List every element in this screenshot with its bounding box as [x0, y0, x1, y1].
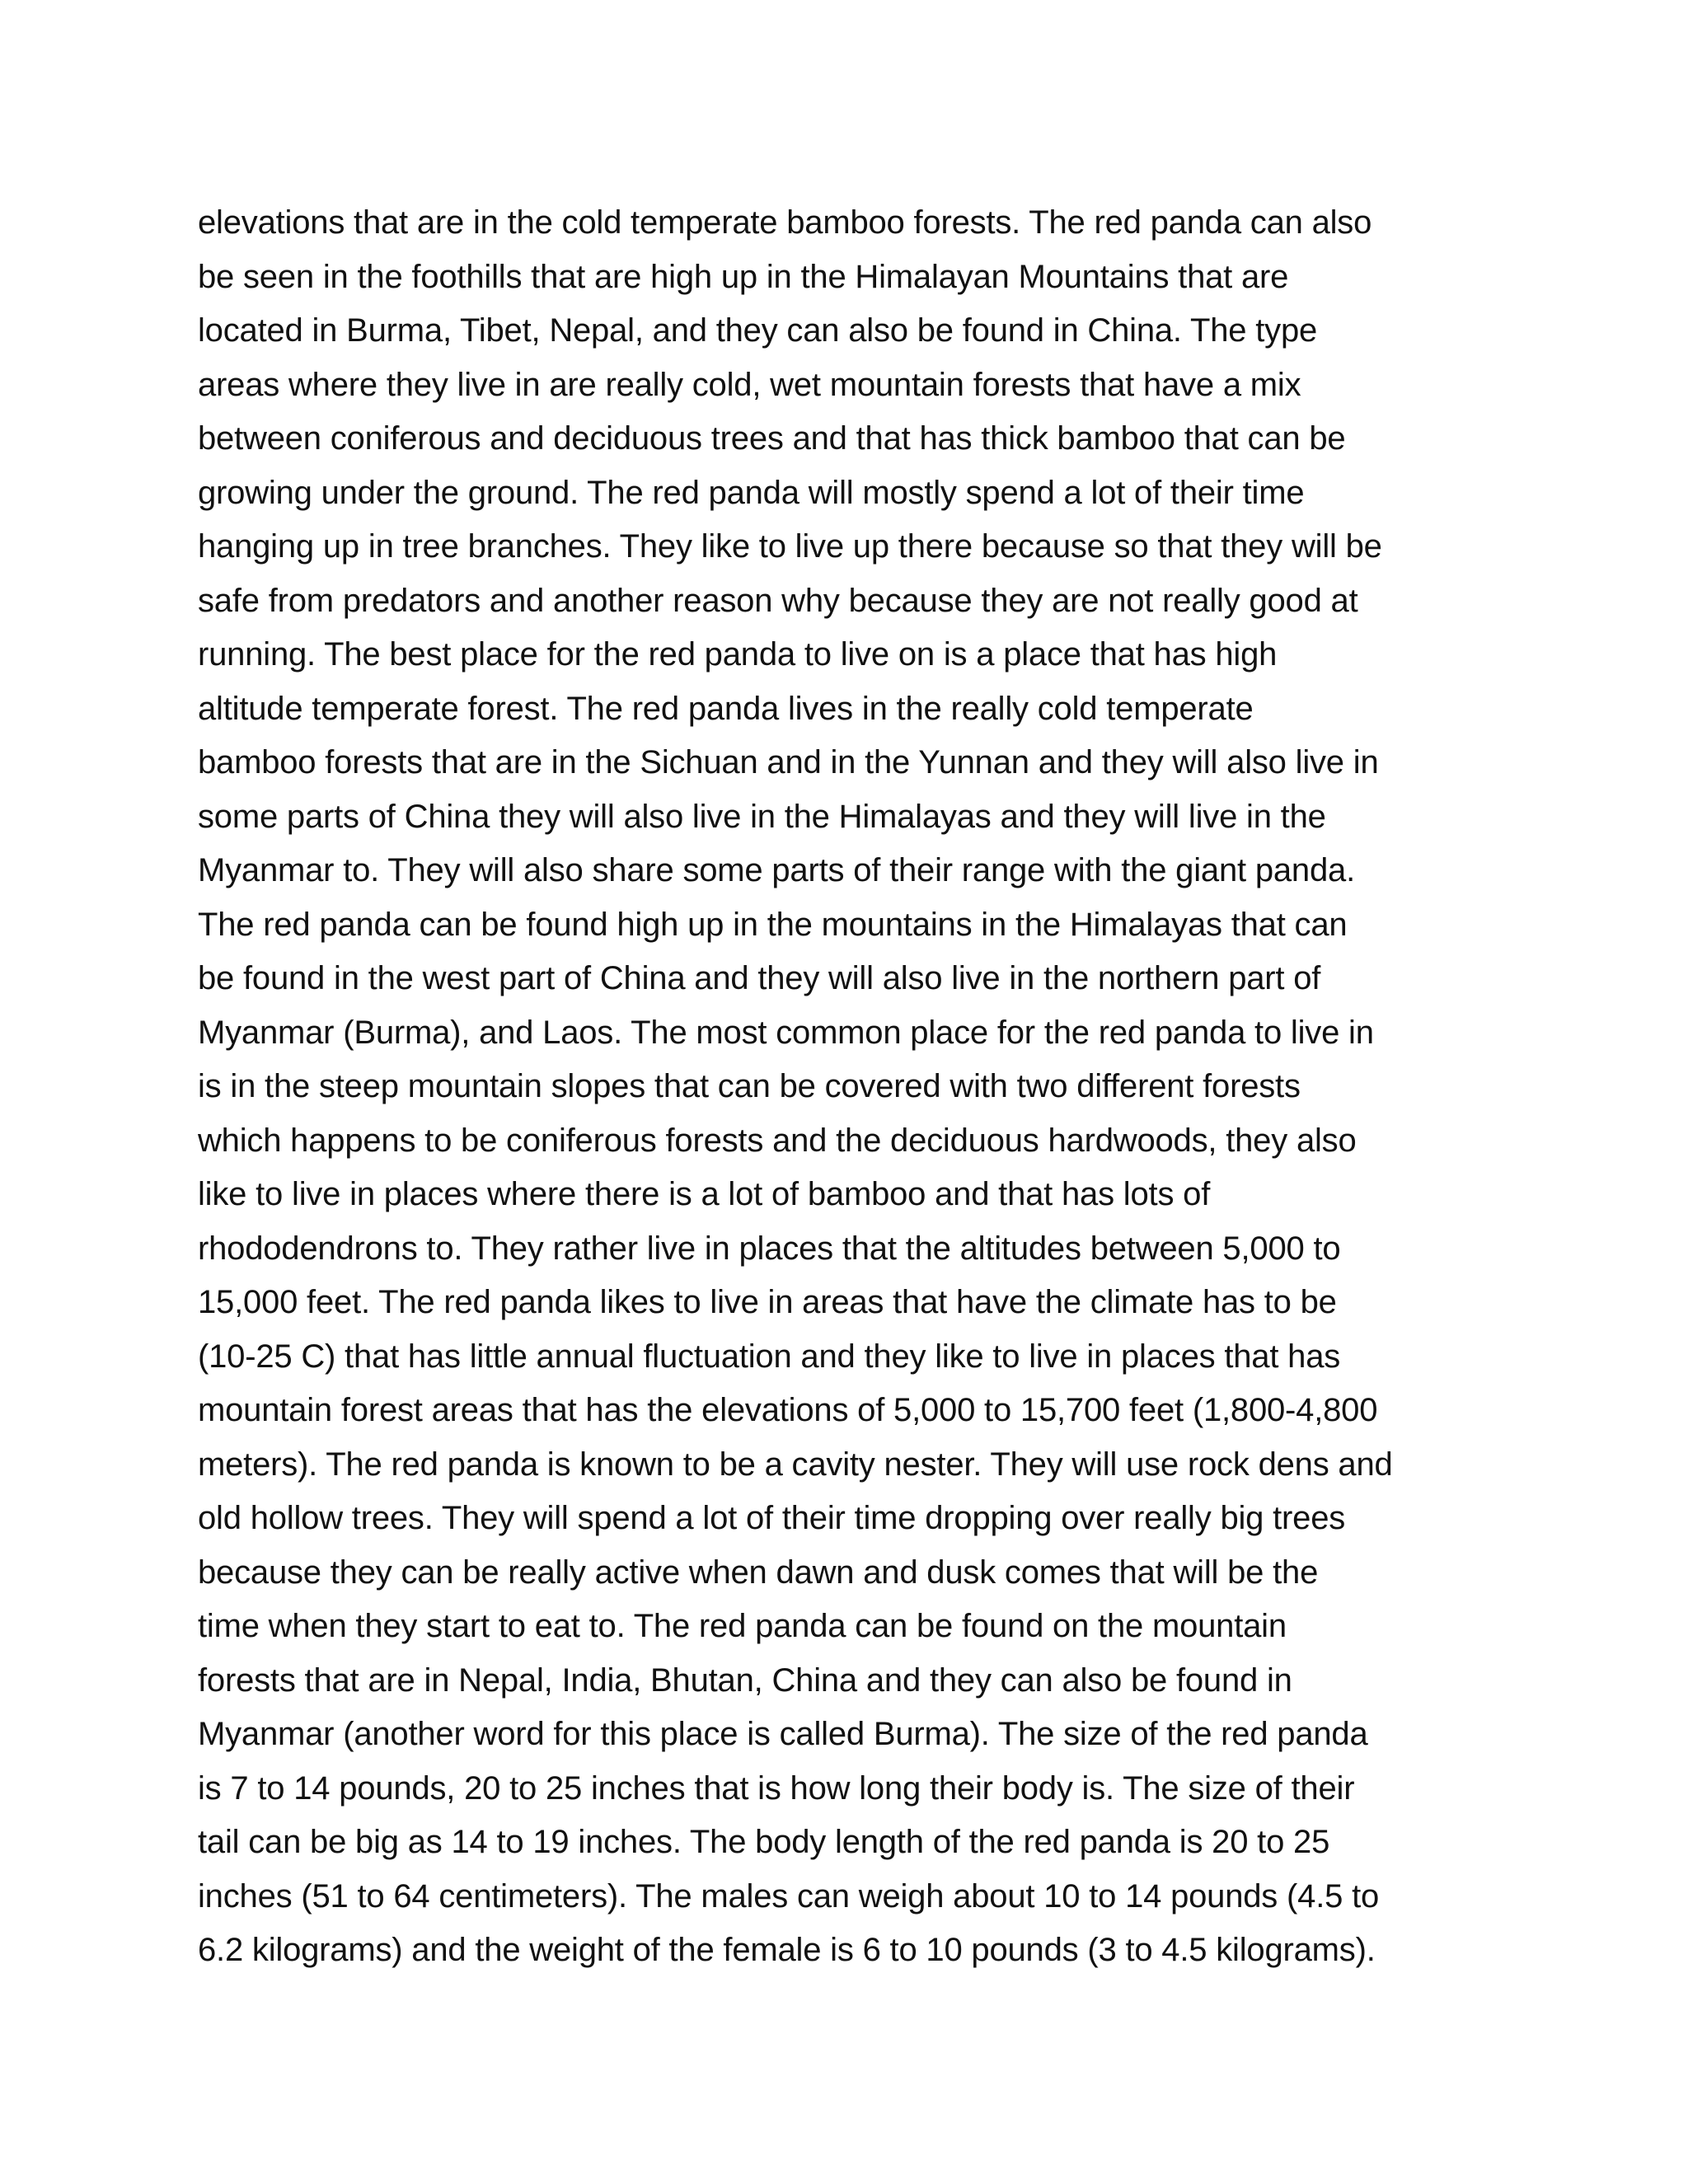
- text-line: Myanmar (Burma), and Laos. The most common place for the red panda to live in: [198, 1014, 1374, 1051]
- body-paragraph: [198, 196, 1517, 1978]
- text-line: because they can be really active when dawn and dusk comes that will be the: [198, 1554, 1319, 1591]
- text-line: old hollow trees. They will spend a lot of their time dropping over really big trees: [198, 1500, 1346, 1536]
- text-line: is 7 to 14 pounds, 20 to 25 inches that is how long their body is. The size of their: [198, 1769, 1355, 1807]
- text-line: tail can be big as 14 to 19 inches. The body length of the red panda is 20 to 25: [198, 1824, 1330, 1860]
- text-line: areas where they live in are really cold, wet mountain forests that have a mix: [198, 366, 1301, 403]
- text-line: Myanmar (another word for this place is called Burma). The size of the red panda: [198, 1716, 1368, 1752]
- text-line: like to live in places where there is a lot of bamboo and that has lots of: [198, 1176, 1211, 1212]
- text-line: meters). The red panda is known to be a cavity nester. They will use rock dens and: [198, 1446, 1393, 1483]
- text-line: elevations that are in the cold temperate bamboo forests. The red panda can also: [198, 204, 1372, 241]
- text-line: 6.2 kilograms) and the weight of the female is 6 to 10 pounds (3 to 4.5 kilograms).: [198, 1932, 1376, 1968]
- text-line: some parts of China they will also live in the Himalayas and they will live in the: [198, 798, 1326, 835]
- text-line: between coniferous and deciduous trees and that has thick bamboo that can be: [198, 420, 1346, 457]
- text-line: which happens to be coniferous forests and the deciduous hardwoods, they also: [198, 1122, 1357, 1159]
- text-line: time when they start to eat to. The red panda can be found on the mountain: [198, 1608, 1287, 1644]
- text-line: rhododendrons to. They rather live in places that the altitudes between 5,000 to: [198, 1230, 1341, 1267]
- text-line: 15,000 feet. The red panda likes to live in areas that have the climate has to be: [198, 1284, 1337, 1320]
- text-line: hanging up in tree branches. They like to live up there because so that they will be: [198, 528, 1382, 565]
- text-line: Myanmar to. They will also share some parts of their range with the giant panda.: [198, 852, 1355, 888]
- text-line: altitude temperate forest. The red panda lives in the really cold temperate: [198, 690, 1254, 727]
- text-line: mountain forest areas that has the elevations of 5,000 to 15,700 feet (1,800-4,800: [198, 1392, 1378, 1428]
- text-line: bamboo forests that are in the Sichuan and in the Yunnan and they will also live in: [198, 744, 1379, 780]
- text-line: is in the steep mountain slopes that can be covered with two different forests: [198, 1068, 1301, 1104]
- text-line: growing under the ground. The red panda will mostly spend a lot of their time: [198, 474, 1305, 511]
- text-line: The red panda can be found high up in the mountains in the Himalayas that can: [198, 906, 1348, 943]
- text-line: (10-25 C) that has little annual fluctuation and they like to live in places that has: [198, 1338, 1341, 1375]
- text-line: running. The best place for the red panda to live on is a place that has high: [198, 636, 1278, 673]
- text-line: forests that are in Nepal, India, Bhutan, China and they can also be found in: [198, 1661, 1292, 1699]
- text-line: safe from predators and another reason why because they are not really good at: [198, 582, 1358, 619]
- text-line: inches (51 to 64 centimeters). The males can weigh about 10 to 14 pounds (4.5 to: [198, 1877, 1380, 1915]
- text-line: be found in the west part of China and they will also live in the northern part of: [198, 960, 1321, 996]
- text-line: be seen in the foothills that are high up in the Himalayan Mountains that are: [198, 258, 1289, 295]
- text-line: located in Burma, Tibet, Nepal, and they can also be found in China. The type: [198, 312, 1318, 349]
